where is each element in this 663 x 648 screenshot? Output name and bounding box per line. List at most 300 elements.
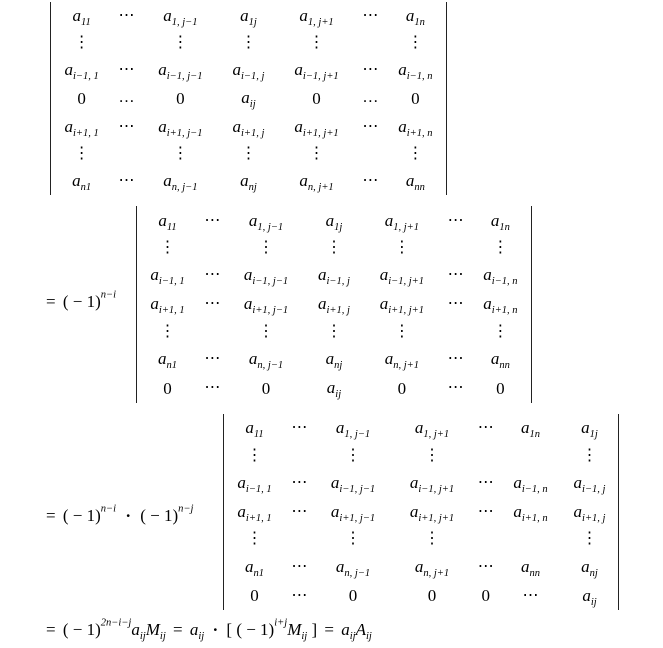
entry-subscript: i+1, 1 — [245, 512, 272, 524]
entry-symbol: a — [158, 60, 167, 79]
entry-symbol: a — [335, 418, 345, 438]
equals-sign: = — [46, 620, 56, 639]
matrix-entry — [51, 2, 112, 30]
matrix-entry — [470, 206, 531, 235]
horizontal-dots: ⋯ — [477, 419, 494, 437]
horizontal-dots: ⋯ — [118, 171, 135, 189]
minus-one-factor: ( − 1) — [62, 620, 101, 639]
horizontal-dots: ⋯ — [447, 295, 464, 313]
entry-symbol: a — [398, 60, 407, 79]
matrix-entry — [393, 469, 472, 498]
horizontal-dots: ⋯ — [291, 474, 308, 492]
entry-subscript: i+1, j — [582, 512, 606, 524]
vertical-dots: ⋮ — [73, 144, 90, 162]
matrix-entry — [141, 166, 220, 195]
subscript: ij — [366, 631, 372, 642]
horizontal-dots: ⋯ — [362, 7, 379, 25]
vertical-dots: ⋮ — [492, 238, 509, 256]
determinant-3-prefix — [46, 503, 194, 526]
horizontal-dots: ⋯ — [362, 61, 379, 78]
zero-entry: 0 — [348, 586, 358, 606]
entry-symbol: a — [240, 170, 249, 190]
determinant-2-prefix — [46, 289, 117, 312]
matrix-entry — [393, 414, 472, 443]
empty-cell — [198, 319, 227, 345]
entry-symbol: a — [513, 473, 522, 493]
entry-symbol: a — [325, 210, 335, 230]
entry-subscript: i−1, j−1 — [339, 484, 376, 496]
entry-subscript: ij — [335, 389, 342, 401]
matrix-entry — [277, 166, 356, 195]
horizontal-dots: ⋯ — [291, 557, 308, 575]
zero-entry: 0 — [411, 88, 420, 108]
matrix-entry — [277, 2, 356, 30]
matrix-entry — [141, 2, 220, 30]
horizontal-dots: ⋯ — [447, 211, 464, 229]
matrix-entry — [224, 552, 285, 581]
horizontal-dots: ⋯ — [204, 379, 221, 397]
matrix-entry — [362, 261, 441, 290]
entry-symbol: a — [483, 294, 492, 314]
exponent: i+j — [274, 617, 288, 629]
horizontal-dots: ⋯ — [447, 350, 464, 368]
matrix-row — [137, 261, 531, 290]
entry-subscript: 1, j+1 — [307, 17, 334, 29]
matrix-entry — [561, 414, 618, 443]
equals-sign: = — [46, 292, 56, 311]
zero-entry: 0 — [77, 88, 86, 108]
element-a: a — [131, 620, 140, 639]
vertical-dots: ⋮ — [345, 446, 362, 464]
matrix-entry — [227, 206, 306, 235]
vertical-dots: ⋮ — [73, 34, 90, 52]
horizontal-dots: ⋯ — [204, 266, 221, 284]
entry-symbol: a — [405, 6, 415, 26]
matrix-row — [51, 113, 446, 141]
entry-subscript: i−1, j — [326, 276, 350, 288]
entry-subscript: 11 — [166, 221, 177, 233]
entry-symbol: a — [520, 556, 530, 576]
matrix-row — [51, 2, 446, 30]
entry-symbol: a — [513, 501, 522, 521]
empty-cell — [500, 526, 561, 552]
exponent: n−i — [100, 503, 117, 515]
matrix-entry — [137, 261, 198, 290]
vertical-dots: ⋮ — [393, 238, 410, 256]
entry-subscript: n1 — [253, 567, 265, 579]
vertical-dots: ⋮ — [345, 530, 362, 548]
exponent: n−j — [178, 503, 194, 515]
entry-subscript: 1, j+1 — [393, 221, 420, 233]
determinant-2 — [136, 206, 532, 403]
entry-subscript: i−1, n — [406, 70, 433, 82]
horizontal-dots: ⋯ — [291, 502, 308, 520]
entry-symbol: a — [245, 418, 254, 438]
matrix-entry — [227, 290, 306, 319]
horizontal-dots: ⋯ — [362, 171, 379, 189]
empty-cell — [500, 443, 561, 469]
subscript: ij — [349, 631, 356, 642]
entry-subscript: nj — [589, 567, 598, 579]
matrix-row — [137, 235, 531, 261]
vertical-dots: ⋮ — [423, 530, 440, 548]
entry-symbol: a — [409, 473, 419, 493]
vertical-dots: ⋮ — [393, 322, 410, 340]
matrix-row — [224, 552, 618, 581]
entry-symbol: a — [163, 6, 172, 26]
entry-subscript: i−1, n — [491, 276, 518, 288]
entry-subscript: i+1, j+1 — [388, 305, 425, 317]
matrix-row — [51, 56, 446, 84]
entry-subscript: i+1, n — [491, 305, 518, 317]
matrix-entry — [306, 261, 363, 290]
entry-symbol: a — [409, 501, 419, 521]
matrix-entry — [51, 56, 112, 84]
entry-subscript: nj — [248, 181, 257, 193]
entry-symbol: a — [150, 265, 159, 285]
entry-subscript: 1, j−1 — [344, 429, 371, 441]
zero-entry: 0 — [481, 586, 490, 606]
entry-symbol: a — [248, 349, 258, 369]
horizontal-dots: ⋯ — [291, 419, 308, 437]
horizontal-dots: … — [118, 89, 135, 107]
right-bracket: ] — [311, 620, 318, 639]
horizontal-dots: ⋯ — [522, 586, 539, 604]
entry-subscript: i−1, j−1 — [166, 70, 203, 82]
vertical-dots: ⋮ — [246, 446, 263, 464]
horizontal-dots: ⋯ — [477, 557, 494, 575]
entry-subscript: i−1, 1 — [158, 276, 185, 288]
vertical-dots: ⋮ — [581, 530, 598, 548]
entry-subscript: i−1, j−1 — [252, 276, 289, 288]
zero-entry: 0 — [427, 586, 437, 606]
matrix-entry — [137, 345, 198, 374]
entry-symbol: a — [163, 170, 172, 190]
vertical-dots: ⋮ — [407, 34, 424, 52]
entry-symbol: a — [398, 116, 407, 136]
empty-cell — [198, 235, 227, 261]
vertical-dots: ⋮ — [581, 446, 598, 464]
matrix-entry — [141, 56, 220, 84]
entry-subscript: i+1, j−1 — [166, 127, 203, 139]
matrix-entry — [227, 345, 306, 374]
entry-subscript: n, j−1 — [171, 181, 198, 193]
matrix-entry — [306, 345, 363, 374]
entry-subscript: 11 — [81, 17, 91, 29]
matrix-entry — [51, 113, 112, 141]
matrix-entry — [561, 498, 618, 527]
element-a: a — [189, 620, 199, 639]
matrix-entry — [393, 498, 472, 527]
entry-subscript: i+1, 1 — [72, 127, 99, 139]
entry-symbol: a — [294, 116, 303, 136]
entry-symbol: a — [582, 585, 591, 605]
matrix-entry — [51, 166, 112, 195]
entry-symbol: a — [158, 210, 167, 230]
dot-operator: · — [125, 506, 131, 525]
vertical-dots: ⋮ — [325, 322, 342, 340]
entry-symbol: a — [150, 294, 159, 314]
matrix-entry — [306, 206, 363, 235]
matrix-entry — [500, 414, 561, 443]
vertical-dots: ⋮ — [159, 238, 176, 256]
entry-symbol: a — [581, 556, 590, 576]
matrix-row — [51, 141, 446, 166]
empty-cell — [441, 319, 470, 345]
matrix-entry — [220, 166, 277, 195]
matrix-entry — [393, 552, 472, 581]
left-bracket: [ — [226, 620, 233, 639]
final-equation — [46, 617, 372, 642]
entry-symbol: a — [405, 170, 415, 190]
entry-subscript: 1j — [589, 429, 598, 441]
entry-subscript: i−1, j+1 — [418, 484, 455, 496]
empty-cell — [356, 141, 385, 166]
entry-subscript: i+1, n — [521, 512, 548, 524]
entry-subscript: 1, j+1 — [423, 429, 450, 441]
minor-m: M — [145, 620, 160, 639]
entry-subscript: nn — [414, 181, 425, 193]
entry-subscript: 1n — [499, 221, 510, 233]
horizontal-dots: ⋯ — [447, 266, 464, 284]
equals-sign: = — [46, 506, 56, 525]
entry-symbol: a — [318, 265, 327, 285]
matrix-entry — [362, 290, 441, 319]
entry-symbol: a — [483, 265, 492, 285]
matrix-row — [137, 290, 531, 319]
entry-symbol: a — [325, 349, 335, 369]
empty-cell — [285, 526, 314, 552]
empty-cell — [356, 30, 385, 55]
subscript: ij — [139, 631, 146, 642]
matrix-entry — [385, 2, 446, 30]
matrix-entry — [227, 261, 306, 290]
entry-subscript: i−1, j+1 — [302, 70, 339, 82]
matrix-row — [137, 319, 531, 345]
entry-symbol: a — [245, 556, 254, 576]
vertical-dots: ⋮ — [159, 322, 176, 340]
entry-symbol: a — [335, 556, 345, 576]
entry-symbol: a — [240, 6, 249, 26]
vertical-dots: ⋮ — [492, 322, 509, 340]
entry-subscript: n1 — [166, 360, 178, 372]
matrix-entry — [220, 56, 277, 84]
entry-symbol: a — [72, 6, 81, 26]
dot-operator: · — [212, 620, 219, 639]
horizontal-dots: ⋯ — [477, 474, 494, 492]
element-a: a — [341, 620, 350, 639]
entry-subscript: ij — [590, 596, 597, 608]
vertical-dots: ⋮ — [308, 144, 325, 162]
horizontal-dots: ⋯ — [204, 211, 221, 229]
zero-entry: 0 — [250, 586, 259, 606]
subscript: ij — [301, 631, 308, 642]
matrix-entry — [306, 290, 363, 319]
matrix-entry — [220, 84, 277, 112]
entry-subscript: i−1, n — [521, 484, 548, 496]
horizontal-dots: ⋯ — [291, 586, 308, 604]
exponent: 2n−i−j — [100, 617, 132, 629]
entry-subscript: i+1, j — [241, 127, 265, 139]
matrix-entry — [314, 552, 393, 581]
matrix-entry — [277, 56, 356, 84]
zero-entry: 0 — [397, 378, 407, 398]
matrix-row — [137, 206, 531, 235]
subscript: ij — [198, 631, 205, 642]
entry-symbol: a — [330, 501, 340, 521]
entry-symbol: a — [414, 418, 424, 438]
entry-symbol: a — [573, 473, 583, 493]
vertical-dots: ⋮ — [423, 446, 440, 464]
entry-symbol: a — [248, 210, 258, 230]
entry-subscript: i−1, 1 — [72, 70, 99, 82]
entry-symbol: a — [330, 473, 340, 493]
matrix-entry — [385, 166, 446, 195]
entry-subscript: i−1, j — [582, 484, 606, 496]
entry-subscript: i−1, j — [241, 70, 265, 82]
horizontal-dots: ⋯ — [204, 350, 221, 368]
matrix-entry — [224, 469, 285, 498]
entry-subscript: n, j+1 — [307, 181, 334, 193]
entry-symbol: a — [573, 501, 583, 521]
entry-symbol: a — [379, 265, 389, 285]
entry-symbol: a — [243, 265, 253, 285]
entry-subscript: n, j+1 — [393, 360, 420, 372]
minus-one-factor: ( − 1) — [62, 506, 101, 525]
matrix-row — [137, 345, 531, 374]
minus-one-factor: ( − 1) — [140, 506, 179, 525]
entry-subscript: i+1, j−1 — [252, 305, 289, 317]
entry-subscript: nj — [334, 360, 343, 372]
empty-cell — [112, 30, 141, 55]
matrix-entry — [362, 206, 441, 235]
matrix-entry — [561, 469, 618, 498]
horizontal-dots: ⋯ — [362, 117, 379, 135]
entry-symbol: a — [232, 60, 241, 79]
entry-symbol: a — [299, 6, 308, 26]
entry-symbol: a — [158, 349, 167, 369]
zero-entry: 0 — [176, 88, 185, 108]
minus-one-factor: ( − 1) — [236, 620, 275, 639]
matrix-row — [51, 166, 446, 195]
determinant-3 — [223, 414, 619, 610]
horizontal-dots: ⋯ — [447, 379, 464, 397]
matrix-entry — [137, 206, 198, 235]
matrix-entry — [224, 498, 285, 527]
determinant-2-matrix — [137, 206, 531, 403]
entry-subscript: i+1, j+1 — [418, 512, 455, 524]
entry-symbol: a — [414, 556, 424, 576]
matrix-entry — [561, 581, 618, 610]
zero-entry: 0 — [163, 378, 172, 398]
matrix-entry — [314, 414, 393, 443]
entry-subscript: 1j — [334, 221, 343, 233]
exponent: n−i — [100, 289, 117, 301]
entry-subscript: n1 — [80, 181, 92, 193]
matrix-row — [51, 84, 446, 112]
horizontal-dots: ⋯ — [118, 7, 135, 25]
matrix-entry — [385, 56, 446, 84]
entry-subscript: i−1, j+1 — [388, 276, 425, 288]
entry-subscript: nn — [529, 567, 540, 579]
horizontal-dots: ⋯ — [204, 295, 221, 313]
determinant-1 — [50, 2, 447, 195]
entry-symbol: a — [243, 294, 253, 314]
vertical-dots: ⋮ — [240, 144, 257, 162]
entry-symbol: a — [326, 378, 336, 398]
entry-symbol: a — [294, 60, 303, 79]
zero-entry: 0 — [496, 378, 505, 398]
entry-symbol: a — [384, 349, 394, 369]
matrix-entry — [314, 498, 393, 527]
entry-subscript: 1n — [414, 17, 425, 29]
cofactor-a: A — [355, 620, 366, 639]
zero-entry: 0 — [312, 88, 321, 108]
matrix-entry — [500, 498, 561, 527]
entry-subscript: i+1, j — [326, 305, 350, 317]
matrix-entry — [385, 113, 446, 141]
matrix-entry — [220, 2, 277, 30]
vertical-dots: ⋮ — [246, 530, 263, 548]
matrix-entry — [220, 113, 277, 141]
matrix-entry — [470, 290, 531, 319]
matrix-entry — [306, 374, 363, 403]
empty-cell — [471, 443, 500, 469]
entry-subscript: n, j−1 — [257, 360, 284, 372]
matrix-row — [224, 443, 618, 469]
equals-sign: = — [324, 620, 334, 639]
matrix-row — [224, 414, 618, 443]
entry-subscript: 1, j−1 — [171, 17, 198, 29]
empty-cell — [112, 141, 141, 166]
empty-cell — [471, 526, 500, 552]
entry-symbol: a — [520, 418, 530, 438]
entry-subscript: nn — [499, 360, 510, 372]
matrix-row — [224, 498, 618, 527]
entry-symbol: a — [72, 170, 81, 190]
subscript: ij — [159, 631, 166, 642]
entry-subscript: 11 — [253, 429, 264, 441]
entry-subscript: i+1, j−1 — [339, 512, 376, 524]
minus-one-factor: ( − 1) — [62, 292, 101, 311]
matrix-entry — [500, 469, 561, 498]
empty-cell — [285, 443, 314, 469]
matrix-entry — [500, 552, 561, 581]
determinant-1-matrix — [51, 2, 446, 195]
entry-symbol: a — [318, 294, 327, 314]
determinant-3-matrix — [224, 414, 618, 610]
entry-subscript: n, j+1 — [423, 567, 450, 579]
vertical-dots: ⋮ — [258, 322, 275, 340]
entry-subscript: 1n — [529, 429, 540, 441]
entry-symbol: a — [158, 116, 167, 136]
vertical-dots: ⋮ — [407, 144, 424, 162]
vertical-dots: ⋮ — [240, 34, 257, 52]
entry-symbol: a — [64, 60, 73, 79]
entry-subscript: n, j−1 — [344, 567, 371, 579]
entry-subscript: i+1, n — [406, 127, 433, 139]
entry-symbol: a — [490, 349, 500, 369]
vertical-dots: ⋮ — [308, 34, 325, 52]
vertical-dots: ⋮ — [325, 238, 342, 256]
entry-subscript: i+1, 1 — [158, 305, 185, 317]
zero-entry: 0 — [261, 378, 271, 398]
entry-symbol: a — [64, 116, 73, 136]
entry-symbol: a — [241, 88, 250, 108]
vertical-dots: ⋮ — [172, 144, 189, 162]
matrix-entry — [561, 552, 618, 581]
entry-symbol: a — [299, 170, 308, 190]
